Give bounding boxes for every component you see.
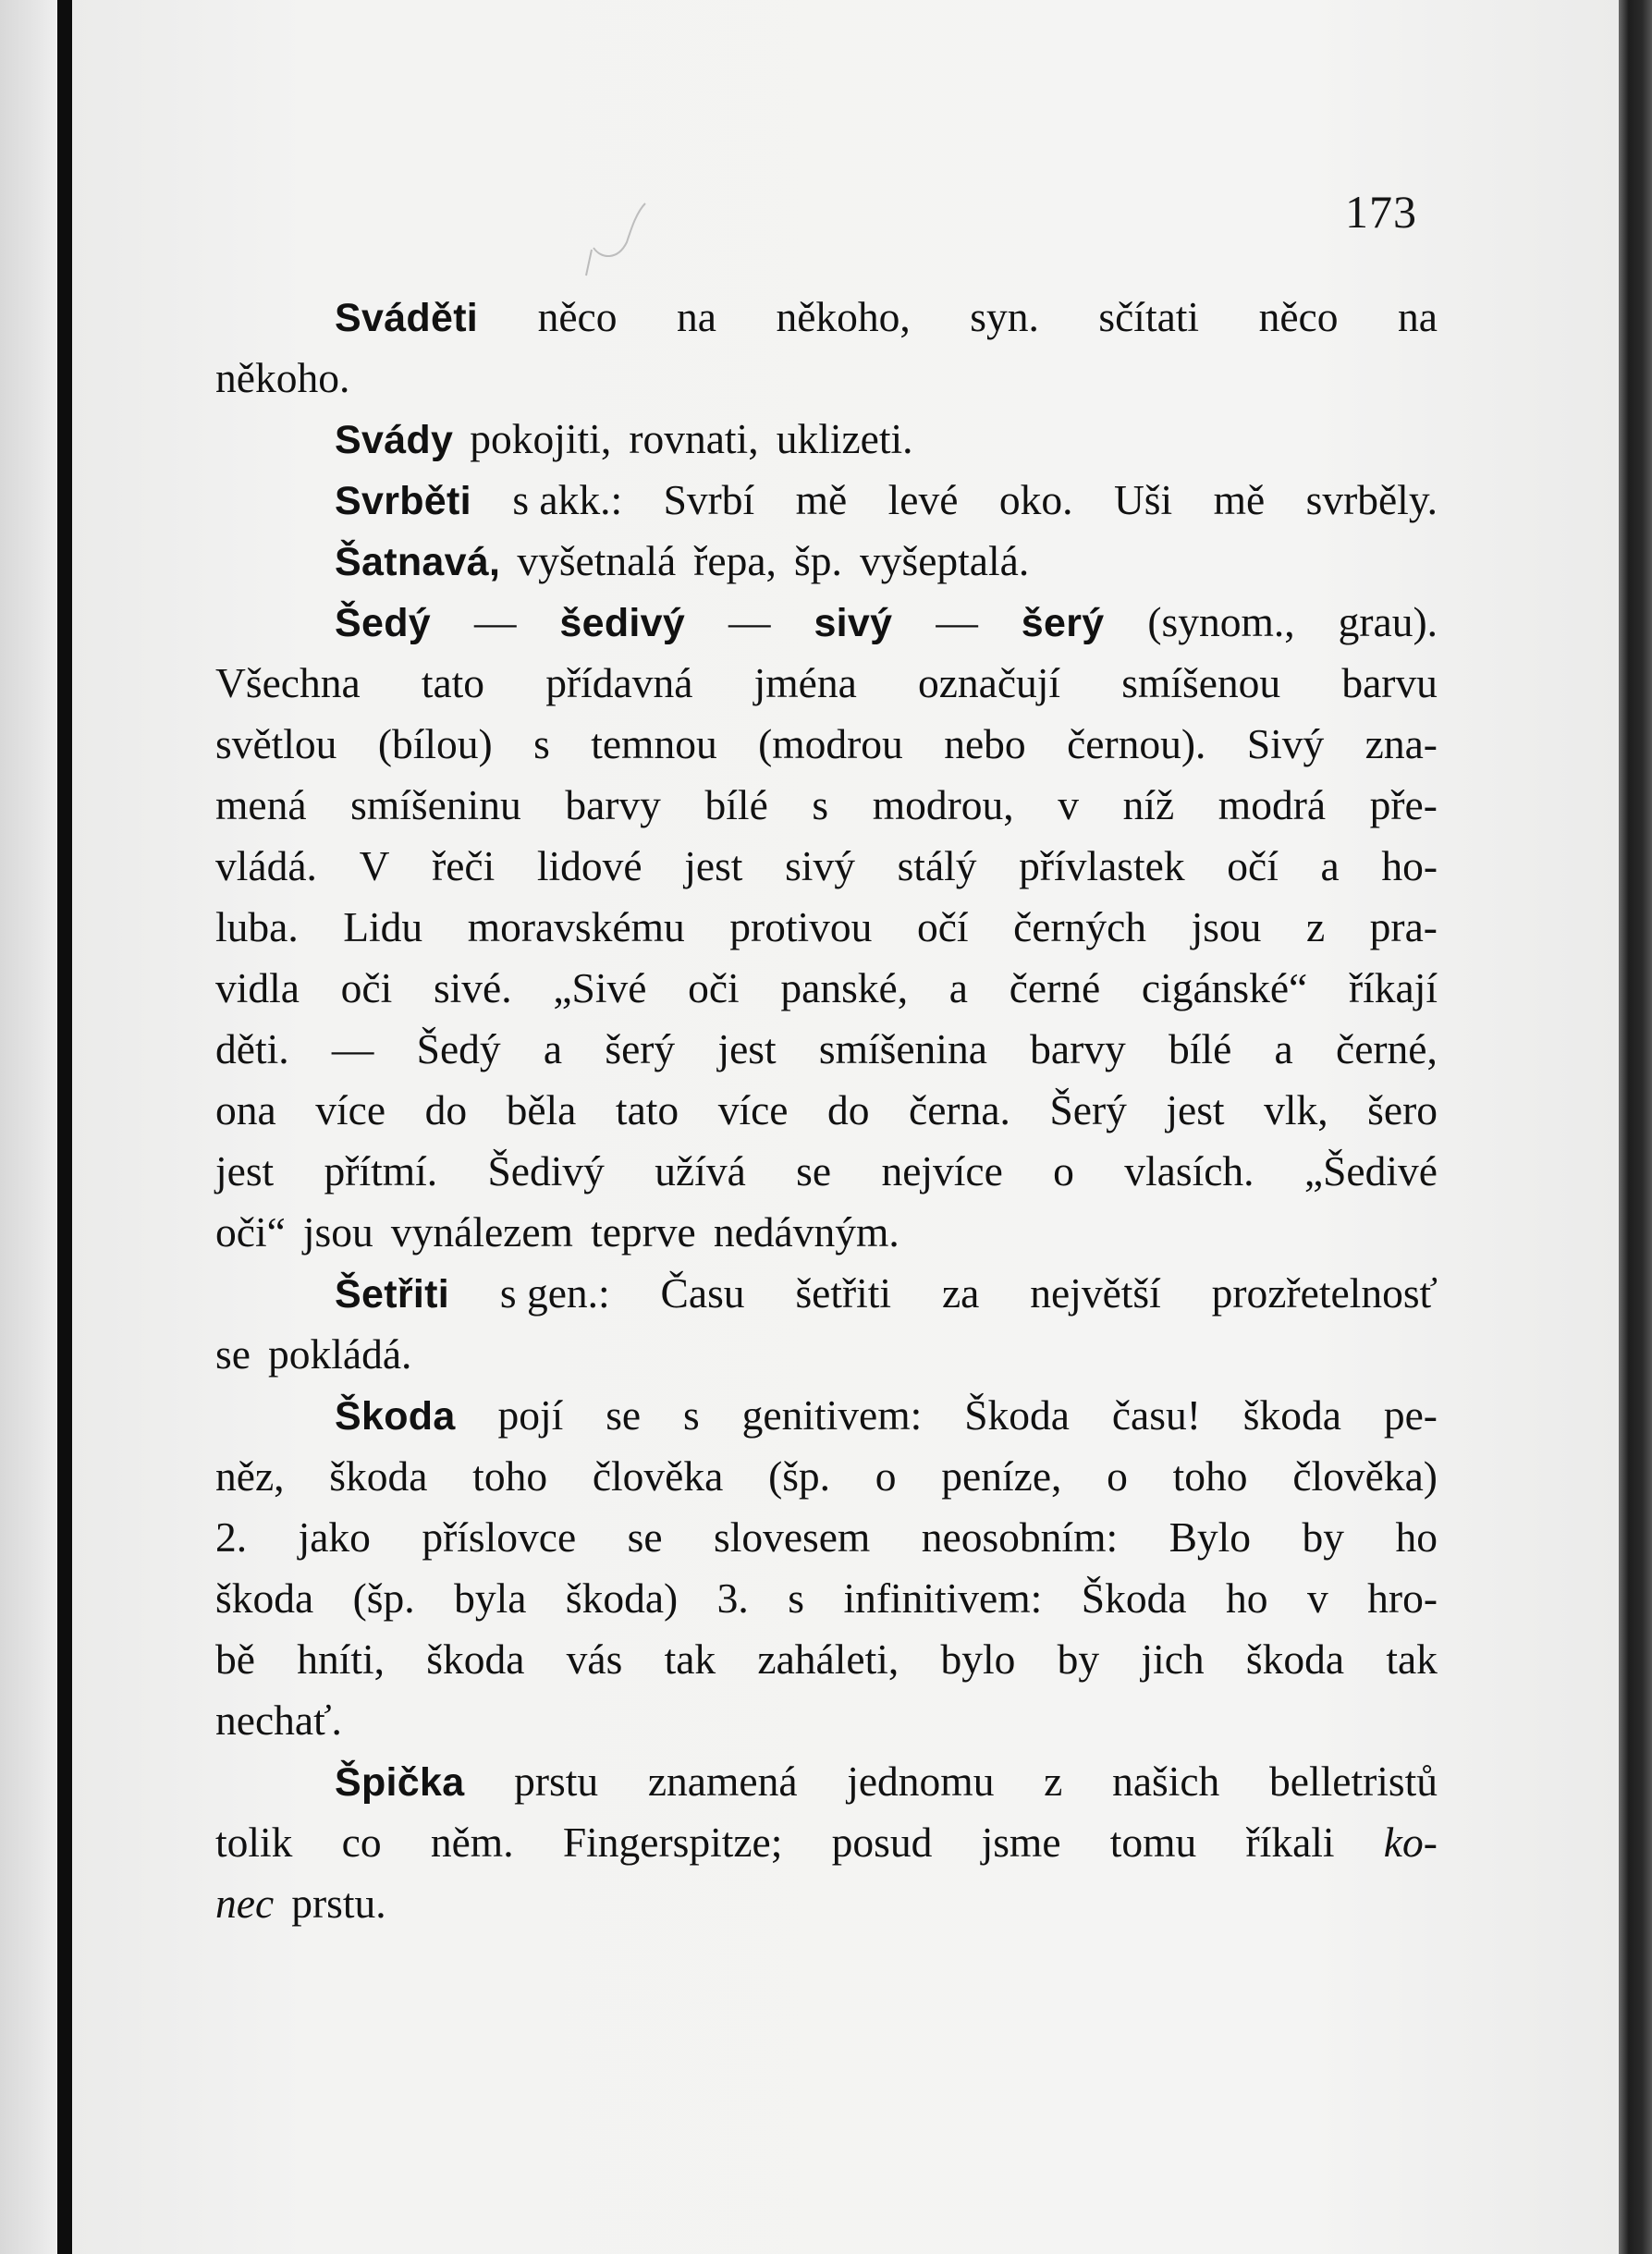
- word: očí: [1227, 842, 1279, 889]
- word: Škoda: [964, 1391, 1070, 1439]
- word: peníze,: [941, 1452, 1062, 1500]
- word: vidla: [215, 964, 300, 1011]
- word: posud: [831, 1819, 933, 1866]
- headword: šerý: [1021, 601, 1105, 645]
- word: —: [936, 598, 978, 645]
- text-line: [215, 470, 1438, 531]
- text-line: [215, 531, 1438, 592]
- word: z: [1305, 903, 1326, 950]
- word: panské,: [780, 964, 909, 1011]
- word: člověka: [592, 1452, 724, 1500]
- word: do: [827, 1086, 870, 1133]
- word: šero: [1367, 1086, 1438, 1133]
- headword: Svrběti: [335, 479, 471, 523]
- word: mená: [215, 781, 307, 828]
- word: níž: [1122, 781, 1175, 828]
- headword: Svády: [335, 418, 454, 462]
- word: času!: [1111, 1391, 1201, 1439]
- word: pojí: [497, 1391, 564, 1439]
- word: neosobním:: [921, 1513, 1119, 1561]
- word: něco: [1258, 293, 1339, 340]
- word: pokojiti,: [470, 415, 612, 462]
- word: škoda): [565, 1574, 679, 1622]
- word: barvu: [1341, 659, 1438, 706]
- word: stálý: [897, 842, 977, 889]
- word: o: [1107, 1452, 1128, 1500]
- text-line: [215, 1751, 1438, 1812]
- word: ho: [1225, 1574, 1268, 1622]
- headword: Šedý: [335, 601, 431, 645]
- word: tomu: [1109, 1819, 1197, 1866]
- headword: Šetřiti: [335, 1272, 449, 1317]
- word: co: [341, 1819, 382, 1866]
- word: Bylo: [1169, 1513, 1252, 1561]
- text-line: [215, 653, 1438, 714]
- text-line: [215, 1263, 1438, 1324]
- word: s: [683, 1391, 700, 1439]
- word: více: [717, 1086, 789, 1133]
- word: vládá.: [215, 842, 317, 889]
- word: byla: [454, 1574, 527, 1622]
- word: pe-: [1383, 1391, 1438, 1439]
- word: smíšeninu: [350, 781, 521, 828]
- word: černé,: [1336, 1025, 1438, 1072]
- word: tolik: [215, 1819, 293, 1866]
- page-number: 173: [1345, 186, 1417, 238]
- word: bílé: [704, 781, 768, 828]
- dictionary-text-block: [215, 287, 1438, 1934]
- word: do: [424, 1086, 468, 1133]
- word: —: [331, 1025, 374, 1072]
- word: bílé: [1169, 1025, 1232, 1072]
- word: z: [1044, 1758, 1063, 1805]
- word: zna-: [1364, 720, 1438, 767]
- word: luba.: [215, 903, 299, 950]
- word: (šp.: [352, 1574, 415, 1622]
- word: škoda: [1245, 1635, 1345, 1683]
- word: lidové: [536, 842, 642, 889]
- word: (modrou: [758, 720, 903, 767]
- word: Sivý: [1246, 720, 1325, 767]
- text-line: [215, 958, 1438, 1019]
- word: bylo: [940, 1635, 1016, 1683]
- word: a: [1320, 842, 1340, 889]
- headword: šedivý: [559, 601, 686, 645]
- word: nejvíce: [881, 1147, 1003, 1194]
- text-line: [215, 1202, 1438, 1263]
- word: říkají: [1348, 964, 1438, 1011]
- word: a: [948, 964, 968, 1011]
- word: zaháleti,: [757, 1635, 899, 1683]
- word: šetřiti: [795, 1269, 892, 1317]
- word: tato: [615, 1086, 679, 1133]
- word: černou).: [1067, 720, 1206, 767]
- text-line: [215, 1324, 1438, 1385]
- word: něco: [537, 293, 618, 340]
- left-margin-shadow: [0, 0, 57, 2254]
- word: belletristů: [1269, 1758, 1438, 1805]
- word: sčítati: [1098, 293, 1200, 340]
- word: s akk.:: [512, 476, 623, 523]
- word: infinitivem:: [843, 1574, 1043, 1622]
- word: (bílou): [377, 720, 493, 767]
- word: Fingerspitze;: [562, 1819, 783, 1866]
- word: něz,: [215, 1452, 285, 1500]
- word: něm.: [430, 1819, 514, 1866]
- word: s gen.:: [499, 1269, 610, 1317]
- word: temnou: [591, 720, 717, 767]
- word: modrou,: [872, 781, 1014, 828]
- word: o: [875, 1452, 897, 1500]
- word: nebo: [944, 720, 1026, 767]
- word: černé: [1009, 964, 1101, 1011]
- italic-word: nec: [215, 1880, 275, 1927]
- headword: Sváděti: [335, 296, 479, 340]
- word: škoda: [329, 1452, 428, 1500]
- word: znamená: [647, 1758, 798, 1805]
- word: v: [1058, 781, 1079, 828]
- word: prstu.: [291, 1880, 386, 1927]
- word: pra-: [1369, 903, 1438, 950]
- word: svrběly.: [1305, 476, 1438, 523]
- word: (šp.: [768, 1452, 831, 1500]
- word: ho-: [1381, 842, 1438, 889]
- word: jsme: [981, 1819, 1061, 1866]
- word: by: [1302, 1513, 1345, 1561]
- word: jest: [1166, 1086, 1225, 1133]
- word: vynálezem: [390, 1208, 573, 1256]
- word: řepa,: [693, 537, 777, 584]
- word: teprve: [591, 1208, 696, 1256]
- word: uklizeti.: [776, 415, 913, 462]
- word: (synom.,: [1147, 598, 1295, 645]
- text-line: [215, 1812, 1438, 1873]
- word: nedávným.: [713, 1208, 899, 1256]
- word: vyšeptalá.: [860, 537, 1030, 584]
- word: levé: [887, 476, 959, 523]
- word: jednomu: [847, 1758, 995, 1805]
- word: oči“: [215, 1208, 286, 1256]
- text-line: [215, 1019, 1438, 1080]
- text-line: [215, 714, 1438, 775]
- word: o: [1053, 1147, 1074, 1194]
- word: —: [728, 598, 771, 645]
- word: ona: [215, 1086, 276, 1133]
- word: označují: [917, 659, 1061, 706]
- word: mě: [1213, 476, 1266, 523]
- word: rovnati,: [629, 415, 759, 462]
- binding-edge-line: [57, 0, 72, 2254]
- word: škoda: [1242, 1391, 1341, 1439]
- italic-word: ko-: [1383, 1819, 1438, 1866]
- word: Šerý: [1049, 1086, 1127, 1133]
- word: černých: [1013, 903, 1147, 950]
- text-line: [215, 1446, 1438, 1507]
- word: s: [788, 1574, 804, 1622]
- word: 3.: [716, 1574, 749, 1622]
- text-line: [215, 836, 1438, 897]
- word: Šedý: [416, 1025, 501, 1072]
- word: s: [812, 781, 829, 828]
- word: děti.: [215, 1025, 289, 1072]
- word: sivé.: [433, 964, 512, 1011]
- right-edge-shadow: [1619, 0, 1652, 2254]
- word: tak: [1386, 1635, 1438, 1683]
- text-line: [215, 1385, 1438, 1446]
- pencil-mark-icon: [573, 194, 675, 277]
- text-line: [215, 1507, 1438, 1568]
- word: šerý: [605, 1025, 676, 1072]
- headword: sivý: [814, 601, 893, 645]
- word: Času: [660, 1269, 745, 1317]
- word: nechať.: [215, 1697, 342, 1744]
- word: mě: [795, 476, 848, 523]
- word: slovesem: [713, 1513, 871, 1561]
- headword: Špička: [335, 1760, 465, 1805]
- word: jest: [717, 1025, 777, 1072]
- word: bě: [215, 1635, 255, 1683]
- word: smíšenina: [818, 1025, 987, 1072]
- word: Šedivý: [487, 1147, 605, 1194]
- word: přívlastek: [1019, 842, 1185, 889]
- word: hro-: [1367, 1574, 1438, 1622]
- word: oko.: [998, 476, 1073, 523]
- word: člověka): [1292, 1452, 1438, 1500]
- word: vyšetnalá: [517, 537, 677, 584]
- word: největší: [1030, 1269, 1161, 1317]
- word: prozřetelnosť: [1211, 1269, 1438, 1317]
- word: očí: [916, 903, 969, 950]
- word: prstu: [514, 1758, 599, 1805]
- word: Lidu: [343, 903, 423, 950]
- word: přítmí.: [324, 1147, 438, 1194]
- word: V: [359, 842, 390, 889]
- word: škoda: [215, 1574, 314, 1622]
- word: Všechna: [215, 659, 361, 706]
- word: v: [1306, 1574, 1328, 1622]
- word: 2.: [215, 1513, 248, 1561]
- word: užívá: [655, 1147, 746, 1194]
- word: šp.: [794, 537, 842, 584]
- text-line: [215, 1690, 1438, 1751]
- word: „Sivé: [553, 964, 647, 1011]
- word: někoho,: [776, 293, 911, 340]
- text-line: [215, 287, 1438, 348]
- word: jest: [215, 1147, 275, 1194]
- word: se: [606, 1391, 642, 1439]
- word: moravskému: [467, 903, 685, 950]
- word: a: [1274, 1025, 1293, 1072]
- word: vás: [566, 1635, 623, 1683]
- word: grau).: [1338, 598, 1438, 645]
- word: „Šedivé: [1303, 1147, 1438, 1194]
- word: cigánské“: [1141, 964, 1308, 1011]
- word: jich: [1141, 1635, 1205, 1683]
- word: oči: [688, 964, 740, 1011]
- word: a: [543, 1025, 563, 1072]
- word: přídavná: [545, 659, 693, 706]
- word: ho: [1395, 1513, 1438, 1561]
- word: jména: [753, 659, 857, 706]
- word: vlk,: [1264, 1086, 1328, 1133]
- word: pře-: [1369, 781, 1438, 828]
- word: tato: [421, 659, 485, 706]
- word: toho: [1172, 1452, 1248, 1500]
- word: černa.: [909, 1086, 1010, 1133]
- word: hníti,: [297, 1635, 385, 1683]
- word: světlou: [215, 720, 337, 767]
- text-line: [215, 1629, 1438, 1690]
- word: pokládá.: [268, 1330, 412, 1378]
- headword: Škoda: [335, 1394, 456, 1439]
- word: Uši: [1113, 476, 1173, 523]
- word: modrá: [1218, 781, 1327, 828]
- word: Svrbí: [663, 476, 755, 523]
- word: genitivem:: [741, 1391, 923, 1439]
- word: jako: [298, 1513, 371, 1561]
- word: našich: [1112, 1758, 1220, 1805]
- word: se: [627, 1513, 663, 1561]
- word: smíšenou: [1121, 659, 1281, 706]
- word: říkali: [1245, 1819, 1335, 1866]
- word: toho: [472, 1452, 548, 1500]
- text-line: [215, 1141, 1438, 1202]
- word: příslovce: [422, 1513, 577, 1561]
- word: oči: [340, 964, 393, 1011]
- word: řeči: [432, 842, 496, 889]
- text-line: [215, 1080, 1438, 1141]
- word: —: [473, 598, 517, 645]
- word: běla: [506, 1086, 577, 1133]
- word: Škoda: [1081, 1574, 1187, 1622]
- text-line: [215, 897, 1438, 958]
- text-line: [215, 775, 1438, 836]
- word: za: [941, 1269, 980, 1317]
- word: vlasích.: [1124, 1147, 1254, 1194]
- word: tak: [664, 1635, 716, 1683]
- word: barvy: [1030, 1025, 1126, 1072]
- text-line: [215, 1568, 1438, 1629]
- word: syn.: [970, 293, 1039, 340]
- text-line: [215, 348, 1438, 409]
- word: více: [315, 1086, 386, 1133]
- word: jsou: [1191, 903, 1262, 950]
- text-line: [215, 592, 1438, 653]
- word: se: [215, 1330, 251, 1378]
- headword: Šatnavá,: [335, 540, 501, 584]
- word: by: [1057, 1635, 1100, 1683]
- word: se: [796, 1147, 832, 1194]
- word: jest: [684, 842, 743, 889]
- text-line: [215, 1873, 1438, 1934]
- word: sivý: [785, 842, 855, 889]
- text-line: [215, 409, 1438, 470]
- word: někoho.: [215, 354, 350, 401]
- word: barvy: [565, 781, 661, 828]
- word: škoda: [426, 1635, 525, 1683]
- word: s: [533, 720, 550, 767]
- word: jsou: [302, 1208, 373, 1256]
- word: na: [676, 293, 716, 340]
- word: na: [1398, 293, 1438, 340]
- word: protivou: [729, 903, 873, 950]
